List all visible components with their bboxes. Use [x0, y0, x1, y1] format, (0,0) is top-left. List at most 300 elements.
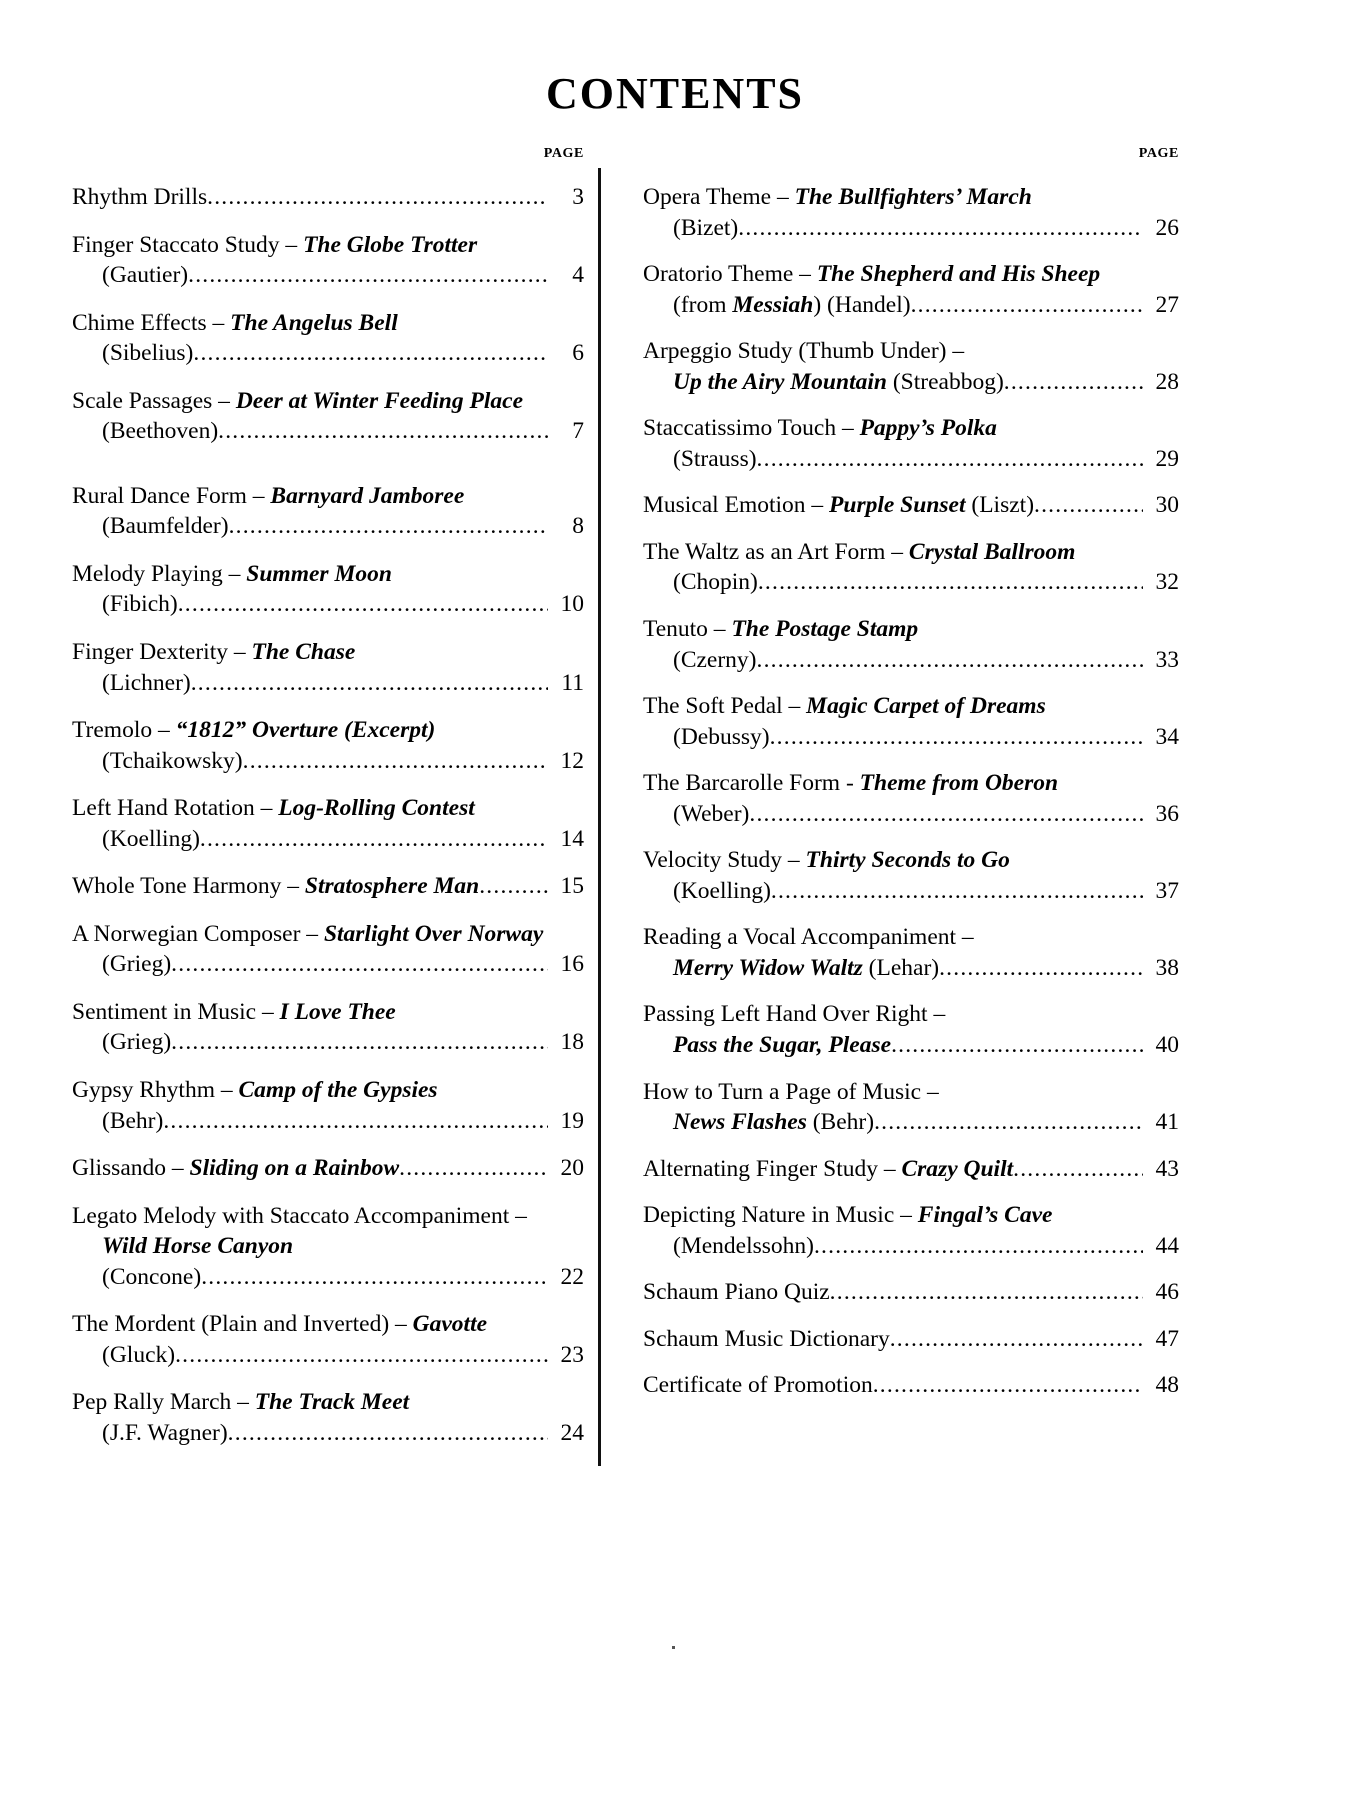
- toc-entry-line: [72, 1153, 584, 1184]
- dot-leader: [1034, 490, 1143, 521]
- toc-entry-text: [643, 799, 749, 830]
- toc-entry-line: [72, 824, 584, 855]
- toc-entry-line: [643, 182, 1179, 213]
- toc-entry-topic: (Chopin): [673, 569, 758, 596]
- toc-entry-topic: (Beethoven): [102, 418, 219, 445]
- toc-entry-line: [643, 876, 1179, 907]
- toc-entry-text: [643, 1231, 814, 1262]
- toc-entry-line: [72, 746, 584, 777]
- toc-entry-piece-title: I Love Thee: [279, 998, 396, 1025]
- toc-entry-text: [72, 338, 193, 369]
- toc-entry-topic: Arpeggio Study (Thumb Under) –: [643, 338, 965, 365]
- toc-entry-line: [72, 1106, 584, 1137]
- toc-entry-text: [72, 949, 171, 980]
- toc-entry-text: [643, 876, 771, 907]
- toc-entry-topic: Oratorio Theme –: [643, 261, 817, 288]
- page-number: 15: [560, 873, 584, 900]
- toc-entry-text: [643, 213, 738, 244]
- right-entry-list: [643, 182, 1179, 1401]
- dot-leader: [890, 1324, 1143, 1355]
- toc-entry[interactable]: [643, 336, 1179, 397]
- page-number: 33: [1155, 646, 1179, 673]
- page-header-left: PAGE: [543, 146, 584, 161]
- toc-entry-topic: How to Turn a Page of Music –: [643, 1078, 939, 1105]
- toc-entry-line: [643, 1370, 1179, 1401]
- page-number: 24: [560, 1419, 584, 1446]
- toc-entry-text: [643, 1154, 1013, 1185]
- toc-entry[interactable]: [72, 182, 584, 213]
- toc-entry-line: [643, 768, 1179, 799]
- toc-entry-topic: (Behr): [102, 1107, 164, 1134]
- toc-entry-line: [643, 722, 1179, 753]
- toc-entry-text: [72, 1418, 228, 1449]
- toc-entry-text: [643, 722, 770, 753]
- toc-entry-topic: (Concone): [102, 1263, 202, 1290]
- toc-entry[interactable]: [643, 999, 1179, 1060]
- toc-entry-text: [643, 444, 757, 475]
- toc-entry-text: [72, 1153, 399, 1184]
- toc-entry-piece-title: The Postage Stamp: [731, 616, 919, 643]
- page-number: 16: [560, 951, 584, 978]
- toc-entry[interactable]: [72, 559, 584, 620]
- toc-entry-topic: (Gluck): [102, 1341, 176, 1368]
- footer-mark: [672, 1646, 675, 1649]
- toc-entry-line: [643, 367, 1179, 398]
- toc-entry-topic: (Baumfelder): [102, 513, 229, 540]
- dot-leader: [771, 876, 1143, 907]
- toc-entry-line: [643, 1107, 1179, 1138]
- toc-entry-text: [72, 1340, 175, 1371]
- dot-leader: [814, 1231, 1143, 1262]
- toc-entry-text: [72, 997, 396, 1028]
- toc-entry[interactable]: [643, 691, 1179, 752]
- toc-entry-piece-title: Up the Airy Mountain: [673, 368, 887, 395]
- toc-entry-text: [643, 768, 1058, 799]
- toc-entry[interactable]: [72, 1153, 584, 1184]
- toc-entry-piece-title: Barnyard Jamboree: [270, 482, 465, 509]
- dot-leader: [229, 511, 548, 542]
- dot-leader: [243, 746, 548, 777]
- toc-entry-topic: Alternating Finger Study –: [643, 1155, 902, 1182]
- toc-entry-topic: The Mordent (Plain and Inverted) –: [72, 1311, 413, 1338]
- dot-leader: [770, 722, 1143, 753]
- toc-entry-text: [72, 260, 188, 291]
- page-number: 38: [1155, 954, 1179, 981]
- toc-entry-topic: Pep Rally March –: [72, 1389, 255, 1416]
- toc-entry-piece-title: Log-Rolling Contest: [278, 795, 475, 822]
- toc-entry-line: [643, 1154, 1179, 1185]
- toc-entry-text: [643, 1324, 890, 1355]
- toc-entry-line: [72, 481, 584, 512]
- toc-entry-text: [643, 1370, 873, 1401]
- toc-entry-piece-title: The Shepherd and His Sheep: [816, 261, 1101, 288]
- toc-entry-topic: (from: [673, 291, 733, 318]
- toc-entry[interactable]: [643, 1277, 1179, 1308]
- toc-entry-topic: (Weber): [673, 800, 750, 827]
- dot-leader: [207, 182, 548, 213]
- toc-entry-text: [72, 416, 218, 447]
- page-number: 30: [1155, 492, 1179, 519]
- toc-entry[interactable]: [72, 793, 584, 854]
- dot-leader: [178, 589, 548, 620]
- left-entry-list: [72, 182, 584, 1449]
- toc-entry-line: [72, 668, 584, 699]
- toc-entry-piece-title: Deer at Winter Feeding Place: [235, 387, 523, 414]
- toc-entry-text: [72, 1027, 171, 1058]
- toc-entry-text: [643, 567, 758, 598]
- toc-entry-line: [72, 338, 584, 369]
- toc-entry-topic: Finger Dexterity –: [72, 639, 252, 666]
- toc-entry-topic: Depicting Nature in Music –: [643, 1202, 918, 1229]
- toc-entry-text: [643, 1107, 874, 1138]
- toc-entry-topic: The Soft Pedal –: [643, 693, 807, 720]
- toc-entry-line: [643, 1200, 1179, 1231]
- toc-entry-text: [72, 230, 477, 261]
- toc-entry[interactable]: [72, 481, 584, 542]
- dot-leader: [193, 338, 548, 369]
- toc-entry-topic: (Gautier): [102, 262, 189, 289]
- toc-entry-line: [643, 1277, 1179, 1308]
- toc-entry-line: [643, 645, 1179, 676]
- toc-entry-topic: Sentiment in Music –: [72, 998, 280, 1025]
- dot-leader: [1004, 367, 1143, 398]
- page-number: 44: [1155, 1232, 1179, 1259]
- toc-entry-line: [643, 799, 1179, 830]
- dot-leader: [749, 799, 1143, 830]
- toc-entry-piece-title: Thirty Seconds to Go: [805, 847, 1010, 874]
- toc-entry-line: [72, 182, 584, 213]
- toc-entry-text: [72, 746, 243, 777]
- toc-entry-line: [72, 1418, 584, 1449]
- toc-entry-text: [72, 871, 479, 902]
- page-number: 36: [1155, 800, 1179, 827]
- toc-entry-line: [643, 567, 1179, 598]
- toc-entry-line: [643, 490, 1179, 521]
- toc-entry-topic: (Strauss): [673, 445, 757, 472]
- toc-entry-text: [643, 1077, 939, 1108]
- toc-entry-line: [643, 259, 1179, 290]
- toc-entry[interactable]: [643, 1077, 1179, 1138]
- toc-entry-text: [72, 668, 191, 699]
- toc-entry-topic: Schaum Music Dictionary: [643, 1325, 890, 1352]
- page-number: 19: [560, 1107, 584, 1134]
- toc-entry[interactable]: [643, 768, 1179, 829]
- toc-entry-line: [72, 1340, 584, 1371]
- toc-entry-text: [72, 919, 543, 950]
- toc-entry[interactable]: [72, 637, 584, 698]
- toc-entry-topic: Musical Emotion –: [643, 492, 830, 519]
- toc-entry-line: [643, 1231, 1179, 1262]
- page-number: 27: [1155, 291, 1179, 318]
- toc-entry[interactable]: [72, 997, 584, 1058]
- toc-entry-line: [72, 997, 584, 1028]
- page-number: 11: [561, 669, 584, 696]
- dot-leader: [757, 444, 1143, 475]
- toc-entry-piece-title: Camp of the Gypsies: [238, 1077, 438, 1104]
- left-column: [72, 146, 598, 1466]
- toc-entry-piece-title: The Track Meet: [254, 1389, 410, 1416]
- toc-entry-text: [72, 637, 355, 668]
- toc-entry-topic: Reading a Vocal Accompaniment –: [643, 924, 974, 951]
- dot-leader: [175, 1340, 548, 1371]
- toc-entry[interactable]: [643, 1154, 1179, 1185]
- toc-entry[interactable]: [72, 308, 584, 369]
- page-number: 34: [1155, 723, 1179, 750]
- toc-entry[interactable]: [72, 386, 584, 447]
- toc-entry-line: [643, 953, 1179, 984]
- toc-entry[interactable]: [643, 1200, 1179, 1261]
- toc-entry-topic: (Fibich): [102, 591, 178, 618]
- toc-entry-line: [643, 691, 1179, 722]
- toc-entry-topic: Scale Passages –: [72, 387, 236, 414]
- toc-entry-piece-title: Purple Sunset: [829, 492, 966, 519]
- page-number: 29: [1155, 445, 1179, 472]
- toc-entry-line: [643, 922, 1179, 953]
- toc-entry-line: [72, 919, 584, 950]
- toc-entry-composer: (Lehar): [862, 954, 940, 981]
- page-header-right: PAGE: [1138, 146, 1179, 161]
- toc-entry-text: [643, 922, 974, 953]
- dot-leader: [911, 290, 1143, 321]
- toc-entry[interactable]: [643, 182, 1179, 243]
- dot-leader: [171, 1027, 548, 1058]
- toc-entry-line: [643, 1077, 1179, 1108]
- dot-leader: [218, 416, 548, 447]
- toc-entry-text: [72, 1309, 487, 1340]
- toc-entry-topic: The Barcarolle Form -: [643, 770, 860, 797]
- toc-entry-line: [72, 1027, 584, 1058]
- dot-leader: [1013, 1154, 1143, 1185]
- toc-entry-line: [72, 1387, 584, 1418]
- page-number: 6: [572, 340, 584, 367]
- page-number: 20: [560, 1155, 584, 1182]
- toc-entry-line: [643, 1030, 1179, 1061]
- toc-entry-composer: ) (Handel): [813, 291, 911, 318]
- toc-entry-text: [643, 336, 964, 367]
- toc-entry[interactable]: [72, 1387, 584, 1448]
- toc-entry-topic: Tremolo –: [72, 717, 176, 744]
- dot-leader: [757, 645, 1143, 676]
- toc-entry[interactable]: [643, 1324, 1179, 1355]
- toc-entry[interactable]: [72, 871, 584, 902]
- toc-entry-text: [72, 182, 207, 213]
- toc-entry-piece-title: Wild Horse Canyon: [102, 1233, 294, 1260]
- toc-entry-topic: Finger Staccato Study –: [72, 231, 304, 258]
- toc-entry[interactable]: [643, 537, 1179, 598]
- toc-entry-topic: Gypsy Rhythm –: [72, 1077, 239, 1104]
- toc-entry-line: [643, 614, 1179, 645]
- page-number: 22: [560, 1263, 584, 1290]
- dot-leader: [738, 213, 1143, 244]
- toc-entry-line: [643, 1324, 1179, 1355]
- toc-entry-text: [72, 1231, 293, 1262]
- toc-entry-piece-title: Summer Moon: [246, 560, 392, 587]
- toc-entry-topic: (Bizet): [673, 214, 739, 241]
- toc-entry-text: [643, 490, 1034, 521]
- toc-entry-topic: (Tchaikowsky): [102, 747, 243, 774]
- toc-entry[interactable]: [643, 490, 1179, 521]
- toc-entry[interactable]: [72, 1201, 584, 1293]
- toc-entry-piece-title: The Chase: [251, 639, 356, 666]
- toc-entry-text: [643, 182, 1032, 213]
- toc-entry-piece-title: Sliding on a Rainbow: [189, 1155, 400, 1182]
- contents-columns: [72, 146, 1282, 1466]
- page-number: 7: [572, 418, 584, 445]
- toc-entry-line: [72, 511, 584, 542]
- toc-entry-text: [72, 1201, 527, 1232]
- toc-entry-line: [643, 999, 1179, 1030]
- toc-entry-text: [72, 559, 392, 590]
- toc-entry-topic: (J.F. Wagner): [102, 1419, 228, 1446]
- toc-entry-piece-title: “1812” Overture (Excerpt): [175, 717, 436, 744]
- page-number: 12: [560, 747, 584, 774]
- toc-entry-text: [643, 1200, 1052, 1231]
- toc-entry-text: [643, 953, 939, 984]
- toc-entry-text: [643, 691, 1046, 722]
- dot-leader: [200, 824, 548, 855]
- toc-entry-text: [72, 481, 464, 512]
- toc-entry-topic: Glissando –: [72, 1155, 190, 1182]
- toc-entry-topic: (Debussy): [673, 723, 770, 750]
- toc-entry-line: [72, 949, 584, 980]
- toc-entry[interactable]: [72, 230, 584, 291]
- toc-entry-text: [643, 645, 757, 676]
- toc-entry-piece-title: The Bullfighters’ March: [794, 184, 1032, 210]
- dot-leader: [873, 1370, 1143, 1401]
- page-number: 47: [1155, 1325, 1179, 1352]
- dot-leader: [874, 1107, 1143, 1138]
- page-number: 23: [560, 1341, 584, 1368]
- toc-entry-line: [72, 589, 584, 620]
- toc-entry-piece-title: Theme from Oberon: [859, 770, 1059, 797]
- dot-leader: [891, 1030, 1143, 1061]
- toc-entry-piece-title: Merry Widow Waltz: [673, 954, 863, 981]
- toc-entry-topic: The Waltz as an Art Form –: [643, 538, 909, 565]
- toc-entry-text: [643, 1277, 830, 1308]
- toc-entry-text: [72, 308, 398, 339]
- toc-entry-line: [72, 793, 584, 824]
- dot-leader: [163, 1106, 548, 1137]
- toc-entry-line: [72, 1201, 584, 1232]
- toc-entry-piece-title: News Flashes: [673, 1109, 807, 1136]
- toc-entry-piece-title: Messiah: [732, 291, 814, 318]
- toc-entry[interactable]: [643, 922, 1179, 983]
- toc-entry-topic: Schaum Piano Quiz: [643, 1279, 830, 1306]
- toc-entry-composer: (Behr): [806, 1109, 875, 1136]
- dot-leader: [399, 1153, 548, 1184]
- page-number: 10: [560, 591, 584, 618]
- toc-entry-topic: Legato Melody with Staccato Accompaniment –: [72, 1202, 527, 1229]
- toc-entry-line: [72, 416, 584, 447]
- toc-entry-text: [72, 793, 475, 824]
- toc-entry-composer: (Liszt): [965, 492, 1035, 519]
- page-number: 40: [1155, 1032, 1179, 1059]
- dot-leader: [939, 953, 1143, 984]
- toc-entry[interactable]: [72, 1309, 584, 1370]
- toc-entry-topic: Opera Theme –: [643, 184, 795, 210]
- toc-entry[interactable]: [72, 919, 584, 980]
- toc-entry-topic: (Sibelius): [102, 340, 194, 367]
- toc-entry-composer: (Streabbog): [886, 368, 1004, 395]
- toc-entry-topic: (Mendelssohn): [673, 1232, 814, 1259]
- page-number: 18: [560, 1029, 584, 1056]
- toc-entry-piece-title: The Globe Trotter: [303, 231, 478, 258]
- toc-entry-topic: Tenuto –: [643, 616, 732, 643]
- toc-entry-line: [643, 845, 1179, 876]
- toc-entry[interactable]: [72, 715, 584, 776]
- toc-entry[interactable]: [643, 1370, 1179, 1401]
- toc-entry-piece-title: Magic Carpet of Dreams: [806, 693, 1046, 720]
- toc-entry-topic: Certificate of Promotion: [643, 1372, 873, 1399]
- toc-entry-line: [72, 260, 584, 291]
- dot-leader: [228, 1418, 548, 1449]
- dot-leader: [188, 260, 548, 291]
- toc-entry-line: [72, 1075, 584, 1106]
- toc-entry-topic: Melody Playing –: [72, 560, 247, 587]
- toc-entry-topic: (Czerny): [673, 646, 757, 673]
- toc-entry-line: [72, 386, 584, 417]
- toc-entry-text: [643, 259, 1100, 290]
- toc-entry-piece-title: Starlight Over Norway: [323, 920, 544, 947]
- toc-entry-text: [72, 824, 200, 855]
- toc-entry-text: [72, 589, 178, 620]
- toc-entry-line: [72, 1231, 584, 1262]
- toc-entry-piece-title: The Angelus Bell: [230, 309, 398, 336]
- toc-entry-line: [643, 290, 1179, 321]
- toc-entry[interactable]: [72, 1075, 584, 1136]
- dot-leader: [830, 1277, 1143, 1308]
- toc-entry-text: [72, 1106, 163, 1137]
- toc-entry-topic: A Norwegian Composer –: [72, 920, 324, 947]
- page-number: 46: [1155, 1279, 1179, 1306]
- toc-entry-text: [643, 1030, 891, 1061]
- page-number: 37: [1155, 877, 1179, 904]
- page-number: 3: [572, 184, 584, 210]
- toc-entry-line: [72, 637, 584, 668]
- toc-entry-text: [72, 1387, 409, 1418]
- page-number: 14: [560, 825, 584, 852]
- toc-entry-line: [72, 1262, 584, 1293]
- toc-entry-topic: Velocity Study –: [643, 847, 806, 874]
- toc-entry[interactable]: [643, 614, 1179, 675]
- dot-leader: [171, 949, 548, 980]
- toc-entry-line: [643, 213, 1179, 244]
- page-number: 4: [572, 262, 584, 289]
- dot-leader: [479, 871, 548, 902]
- toc-entry-text: [72, 386, 523, 417]
- toc-entry[interactable]: [643, 845, 1179, 906]
- toc-entry-topic: (Grieg): [102, 951, 172, 978]
- toc-entry-topic: Passing Left Hand Over Right –: [643, 1001, 946, 1028]
- toc-entry-line: [72, 715, 584, 746]
- toc-entry-text: [72, 715, 435, 746]
- dot-leader: [191, 668, 548, 699]
- toc-entry-line: [643, 444, 1179, 475]
- toc-entry-line: [72, 308, 584, 339]
- toc-entry-topic: Whole Tone Harmony –: [72, 873, 305, 900]
- toc-entry-line: [72, 1309, 584, 1340]
- page-number: 48: [1155, 1372, 1179, 1399]
- toc-entry[interactable]: [643, 413, 1179, 474]
- page-title: CONTENTS: [545, 69, 805, 118]
- toc-entry-piece-title: Gavotte: [412, 1311, 488, 1338]
- toc-entry-topic: Staccatissimo Touch –: [643, 415, 860, 442]
- toc-entry[interactable]: [643, 259, 1179, 320]
- toc-entry-text: [72, 511, 229, 542]
- page-number: 32: [1155, 569, 1179, 596]
- toc-entry-text: [72, 1262, 201, 1293]
- toc-entry-line: [643, 336, 1179, 367]
